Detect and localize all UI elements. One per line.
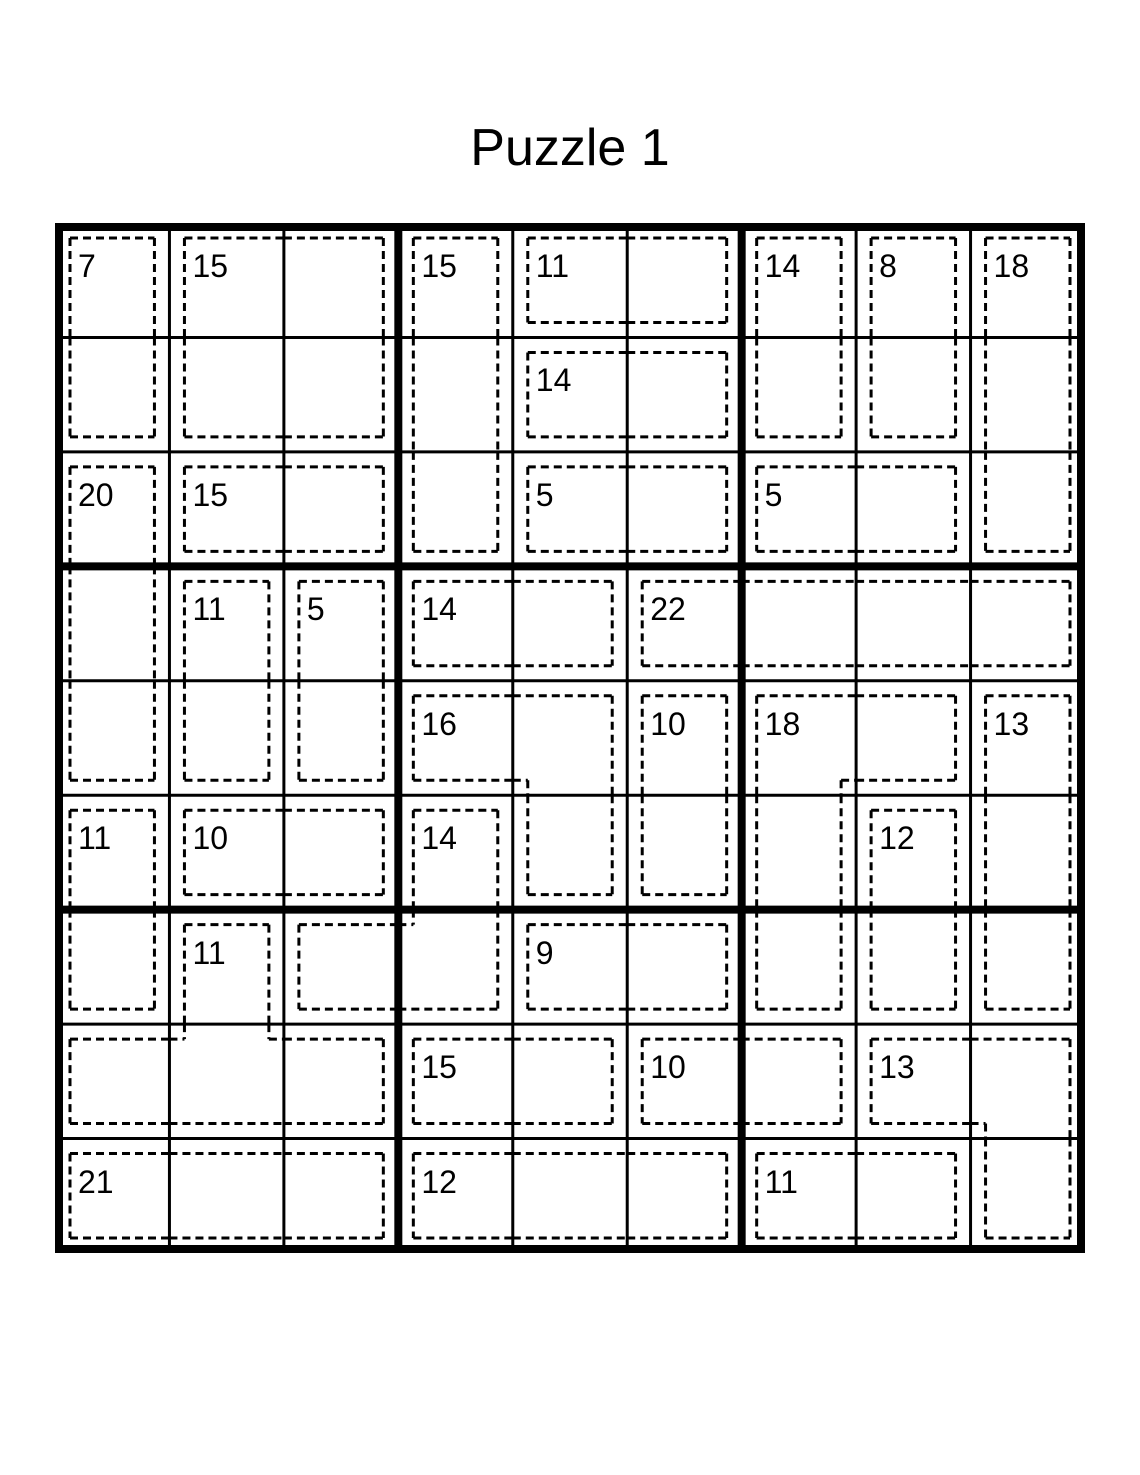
cell-r7c2[interactable]: [169, 910, 283, 1024]
cell-r1c1[interactable]: [55, 223, 169, 337]
cell-r9c6[interactable]: [627, 1139, 741, 1253]
cage-sum-label: 10: [192, 820, 229, 857]
cage-sum-label: 9: [535, 934, 554, 971]
cell-r4c2[interactable]: [169, 566, 283, 680]
cage-sum-label: 11: [192, 934, 226, 971]
cell-r6c9[interactable]: [971, 795, 1085, 909]
cell-r9c2[interactable]: [169, 1139, 283, 1253]
cage-sum-label: 11: [78, 820, 112, 857]
cell-r5c2[interactable]: [169, 681, 283, 795]
cage-sum-label: 5: [306, 591, 325, 628]
cell-r8c9[interactable]: [971, 1024, 1085, 1138]
cell-r7c9[interactable]: [971, 910, 1085, 1024]
cage-sum-label: 11: [192, 591, 226, 628]
cell-r7c1[interactable]: [55, 910, 169, 1024]
cell-r8c5[interactable]: [513, 1024, 627, 1138]
cage-sum-label: 15: [421, 1049, 457, 1086]
cell-r7c7[interactable]: [742, 910, 856, 1024]
cage-sum-label: 12: [879, 820, 915, 857]
cell-r2c8[interactable]: [856, 337, 970, 451]
cell-r2c1[interactable]: [55, 337, 169, 451]
cell-r9c3[interactable]: [284, 1139, 398, 1253]
cage-sum-label: 21: [78, 1163, 114, 1200]
cage-sum-label: 15: [192, 248, 229, 284]
cell-r9c5[interactable]: [513, 1139, 627, 1253]
puzzle-title: Puzzle 1: [470, 119, 670, 177]
cage-sum-label: 13: [879, 1049, 915, 1086]
cell-r4c3[interactable]: [284, 566, 398, 680]
sudoku-grid: [55, 223, 1085, 1253]
cage-sum-label: 7: [78, 248, 96, 284]
cell-r2c6[interactable]: [627, 337, 741, 451]
cell-r7c4[interactable]: [398, 910, 512, 1024]
cell-r6c1[interactable]: [55, 795, 169, 909]
cell-r2c3[interactable]: [284, 337, 398, 451]
cell-r7c5[interactable]: [513, 910, 627, 1024]
cage-sum-label: 15: [421, 248, 457, 284]
cell-r3c6[interactable]: [627, 452, 741, 566]
cell-r9c8[interactable]: [856, 1139, 970, 1253]
cage-sum-label: 18: [764, 705, 801, 742]
cage-sum-label: 12: [421, 1163, 457, 1200]
cell-r3c5[interactable]: [513, 452, 627, 566]
cell-r3c8[interactable]: [856, 452, 970, 566]
cage-sum-label: 14: [535, 362, 572, 399]
cell-r9c9[interactable]: [971, 1139, 1085, 1253]
cell-r9c7[interactable]: [742, 1139, 856, 1253]
cage-sum-label: 14: [421, 591, 457, 628]
cell-r5c5[interactable]: [513, 681, 627, 795]
cage-sum-label: 5: [764, 476, 783, 513]
cell-r1c3[interactable]: [284, 223, 398, 337]
cell-r8c3[interactable]: [284, 1024, 398, 1138]
cell-r8c2[interactable]: [169, 1024, 283, 1138]
cell-r3c3[interactable]: [284, 452, 398, 566]
cage-sum-label: 11: [764, 1163, 798, 1200]
cell-r8c7[interactable]: [742, 1024, 856, 1138]
cage-sum-label: 20: [78, 476, 114, 513]
cage-sum-label: 11: [535, 248, 569, 284]
cell-r3c9[interactable]: [971, 452, 1085, 566]
cage-sum-label: 16: [421, 705, 457, 742]
cell-r1c6[interactable]: [627, 223, 741, 337]
cell-r4c1[interactable]: [55, 566, 169, 680]
cell-r1c8[interactable]: [856, 223, 970, 337]
cage-sum-label: 13: [993, 705, 1030, 742]
cage-sum-label: 10: [650, 1049, 686, 1086]
cage-sum-label: 22: [650, 591, 686, 628]
cell-r4c8[interactable]: [856, 566, 970, 680]
cell-r1c5[interactable]: [513, 223, 627, 337]
cell-r6c7[interactable]: [742, 795, 856, 909]
cage-sum-label: 14: [764, 248, 801, 284]
cell-r6c3[interactable]: [284, 795, 398, 909]
cell-r5c8[interactable]: [856, 681, 970, 795]
cage-sum-label: 18: [993, 248, 1030, 284]
cell-r4c9[interactable]: [971, 566, 1085, 680]
cell-r7c3[interactable]: [284, 910, 398, 1024]
cell-r3c7[interactable]: [742, 452, 856, 566]
cell-r5c1[interactable]: [55, 681, 169, 795]
cage-sum-label: 14: [421, 820, 457, 857]
cell-r6c6[interactable]: [627, 795, 741, 909]
cell-r5c3[interactable]: [284, 681, 398, 795]
cell-r6c5[interactable]: [513, 795, 627, 909]
cell-r2c4[interactable]: [398, 337, 512, 451]
cage-sum-label: 10: [650, 705, 686, 742]
cell-r2c9[interactable]: [971, 337, 1085, 451]
cage-sum-label: 15: [192, 476, 229, 513]
cell-r2c7[interactable]: [742, 337, 856, 451]
cell-r7c8[interactable]: [856, 910, 970, 1024]
cage-sum-label: 5: [535, 476, 554, 513]
cell-r8c1[interactable]: [55, 1024, 169, 1138]
cage-sum-label: 8: [879, 248, 897, 284]
cell-r3c4[interactable]: [398, 452, 512, 566]
cell-r7c6[interactable]: [627, 910, 741, 1024]
cell-r2c2[interactable]: [169, 337, 283, 451]
cell-r4c5[interactable]: [513, 566, 627, 680]
cell-r4c7[interactable]: [742, 566, 856, 680]
